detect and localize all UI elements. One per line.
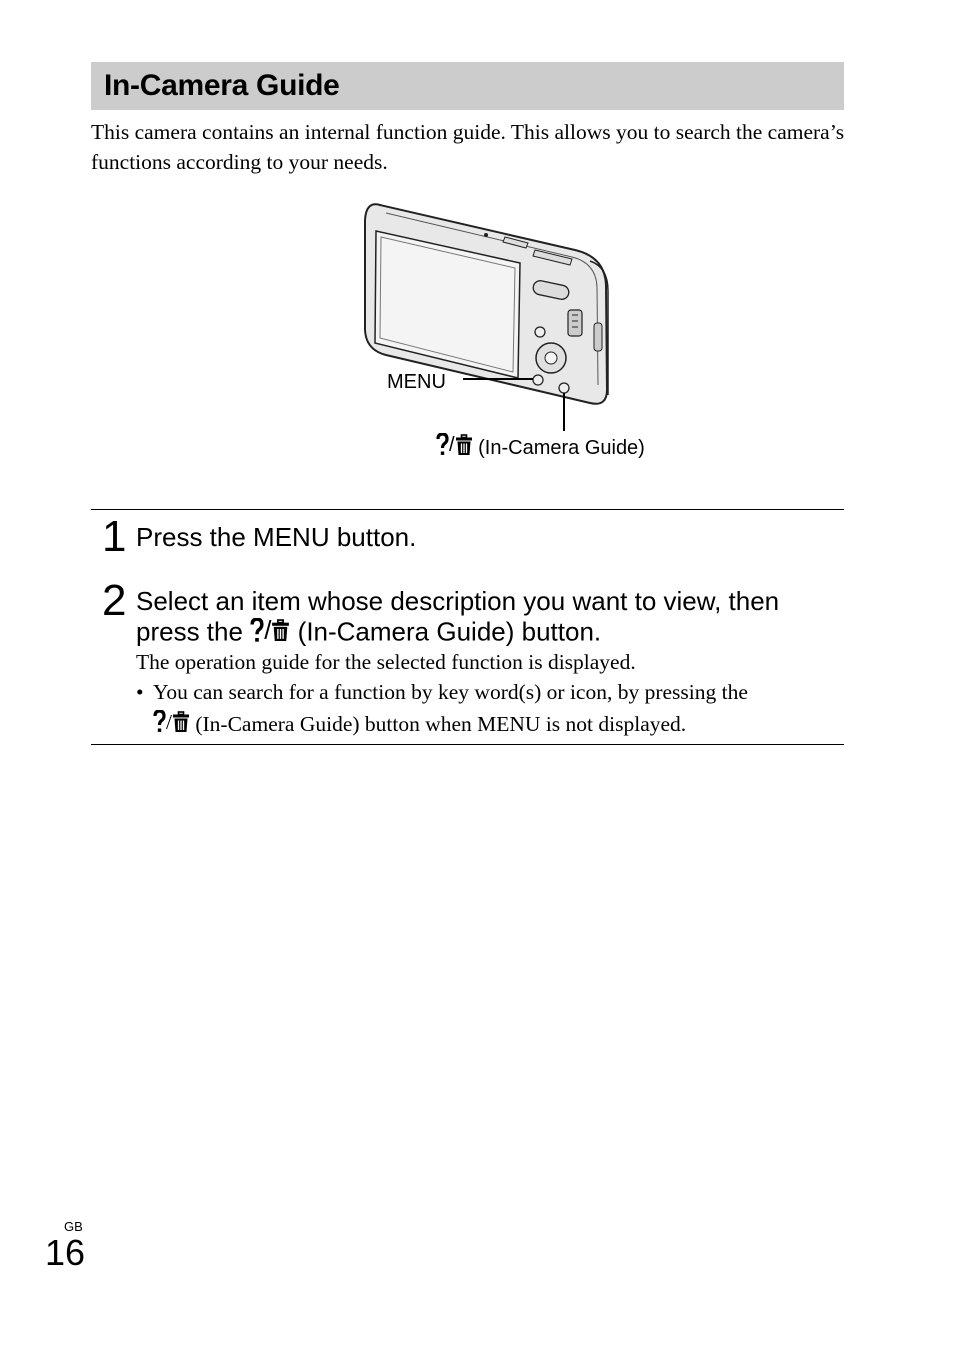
step-number-2: 2 [102,576,127,625]
divider-bottom [91,744,844,745]
bullet-marker: • [136,680,144,704]
bullet-line1: You can search for a function by key word(s) or icon, by pressing the [153,680,748,704]
step-2-note: The operation guide for the selected function is displayed. [136,650,636,674]
camera-figure [350,195,710,470]
section-title-bar [91,62,844,110]
camera-illustration [350,195,710,470]
question-icon [250,618,264,644]
step-2-text [136,587,846,647]
icon-slash: / [166,710,172,734]
question-icon [153,710,166,734]
page-title: In-Camera Guide [104,69,340,102]
divider-top [91,509,844,510]
menu-callout-label: MENU [387,371,446,393]
trash-icon [455,434,473,456]
step-1-text: Press the MENU button. [136,522,417,552]
intro-paragraph: This camera contains an internal function guide. This allows you to search the camera’s functions according to your needs. [91,120,845,174]
icon-slash: / [449,433,455,456]
region-code: GB [64,1219,83,1234]
guide-callout-label [436,433,645,460]
guide-label-text: (In-Camera Guide) [478,437,645,459]
step-2-bullet [136,677,836,739]
step-2-line1: Select an item whose description you want to view, then [136,586,780,616]
question-icon [436,433,449,457]
step-number-1: 1 [102,512,127,561]
page-number: 16 [45,1232,86,1273]
step-2-line2-post: (In-Camera Guide) button. [297,616,602,647]
trash-icon [172,711,190,733]
step-2-line2-pre: press the [136,616,243,647]
bullet-line2: (In-Camera Guide) button when MENU is not displayed. [195,712,687,736]
icon-slash: / [264,615,272,645]
trash-icon [271,619,290,642]
